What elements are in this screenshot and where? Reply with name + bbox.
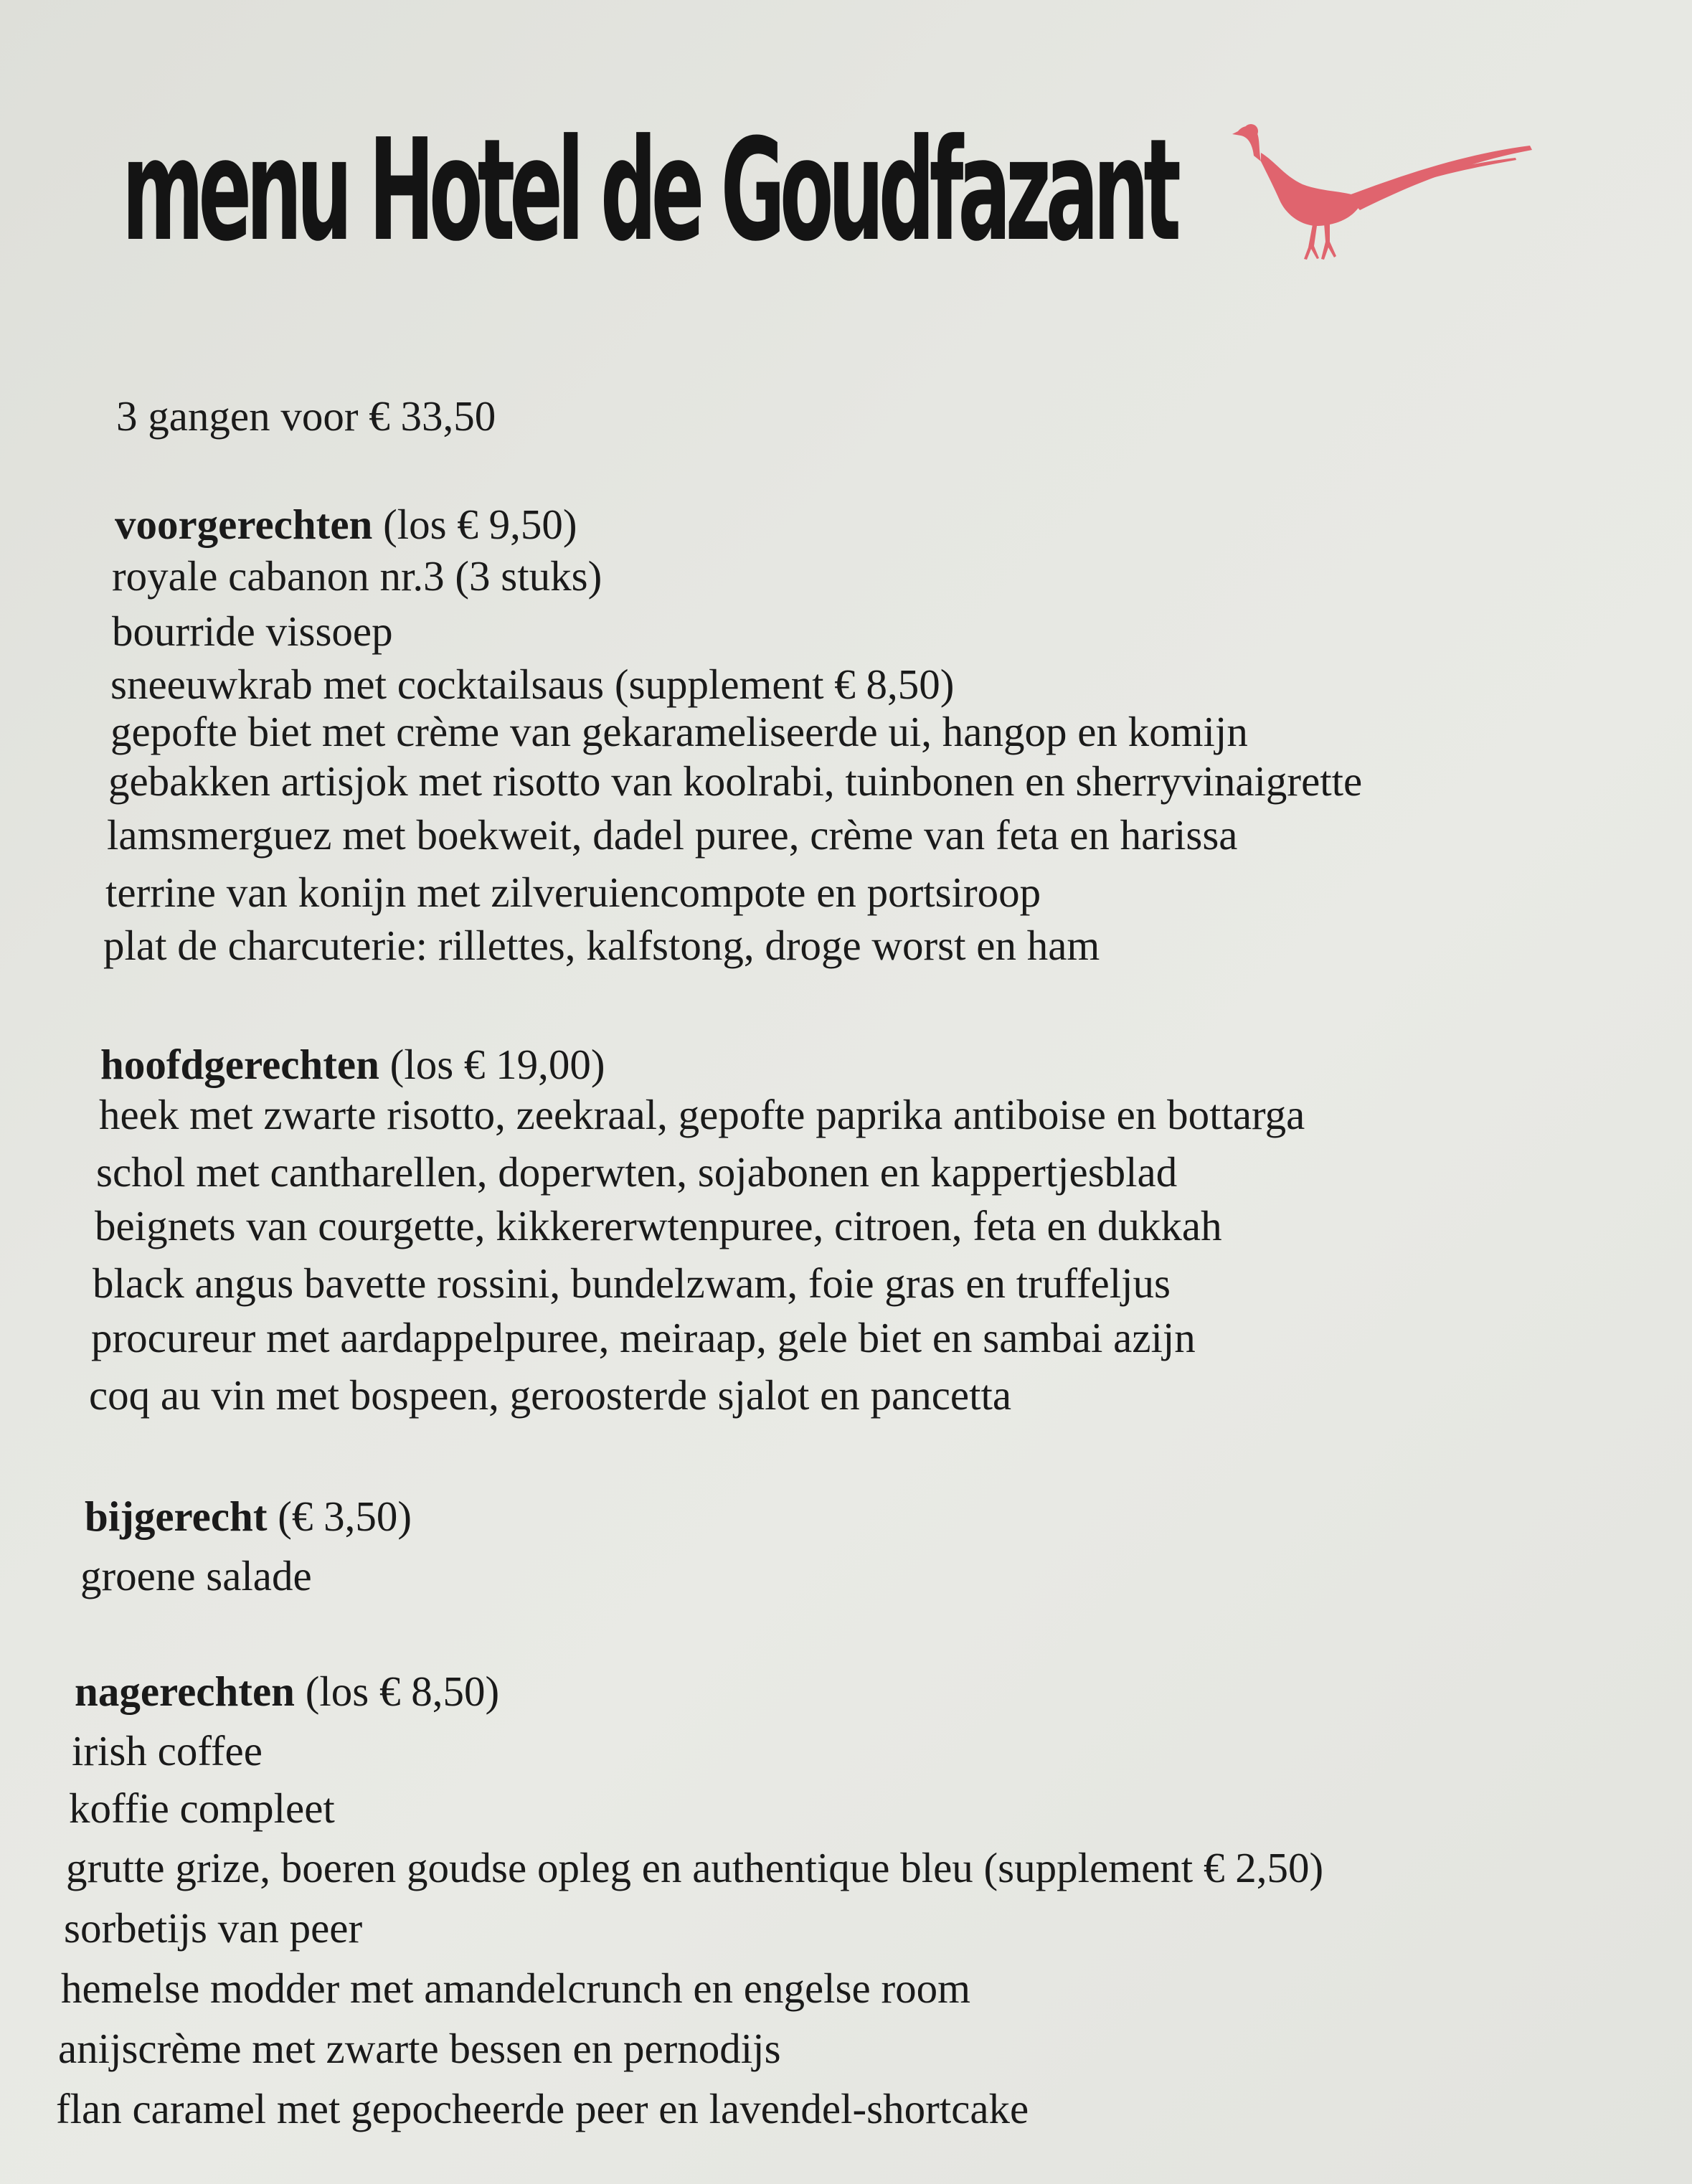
menu-item: sneeuwkrab met cocktailsaus (supplement € 8,50) [110, 661, 955, 708]
menu-item: koffie compleet [69, 1784, 335, 1832]
menu-item: sorbetijs van peer [64, 1904, 363, 1952]
menu-item: royale cabanon nr.3 (3 stuks) [112, 552, 602, 600]
menu-item: anijscrème met zwarte bessen en pernodijs [58, 2025, 781, 2072]
menu-intro: 3 gangen voor € 33,50 [116, 392, 496, 440]
menu-item: procureur met aardappelpuree, meiraap, gele biet en sambai azijn [91, 1314, 1196, 1361]
menu-item: black angus bavette rossini, bundelzwam, foie gras en truffeljus [93, 1259, 1171, 1307]
section-heading-voorgerechten [115, 501, 577, 548]
section-price: (los € 9,50) [383, 501, 577, 548]
section-heading-nagerechten [75, 1670, 499, 1713]
menu-item: groene salade [80, 1552, 312, 1599]
section-heading-label: bijgerecht [85, 1493, 268, 1540]
menu-item: bourride vissoep [112, 608, 393, 655]
menu-item: irish coffee [72, 1727, 263, 1774]
menu-item: heek met zwarte risotto, zeekraal, gepofte paprika antiboise en bottarga [99, 1091, 1305, 1138]
menu-title: menu Hotel de Goudfazant [122, 109, 1176, 273]
menu-item: beignets van courgette, kikkererwtenpuree, citroen, feta en dukkah [95, 1202, 1222, 1249]
menu-item: flan caramel met gepocheerde peer en lavendel-shortcake [56, 2085, 1029, 2132]
menu-item: coq au vin met bospeen, geroosterde sjalot en pancetta [89, 1371, 1012, 1419]
menu-item: terrine van konijn met zilveruiencompote en portsiroop [105, 869, 1041, 916]
menu-item: gebakken artisjok met risotto van koolrabi, tuinbonen en sherryvinaigrette [108, 757, 1363, 805]
menu-item: schol met cantharellen, doperwten, sojabonen en kappertjesblad [96, 1148, 1178, 1196]
section-heading-bijgerecht [85, 1495, 412, 1538]
section-heading-label: hoofdgerechten [100, 1041, 379, 1088]
section-price: (los € 19,00) [389, 1041, 605, 1088]
menu-item: hemelse modder met amandelcrunch en engelse room [61, 1965, 971, 2012]
section-heading-label: nagerechten [75, 1668, 295, 1715]
section-price: (€ 3,50) [278, 1493, 412, 1540]
menu-item: grutte grize, boeren goudse opleg en authentique bleu (supplement € 2,50) [66, 1844, 1324, 1891]
section-price: (los € 8,50) [305, 1668, 500, 1715]
menu-item: lamsmerguez met boekweit, dadel puree, crème van feta en harissa [107, 811, 1238, 859]
menu-item: plat de charcuterie: rillettes, kalfstong, droge worst en ham [103, 922, 1100, 969]
section-heading-hoofdgerechten [100, 1041, 605, 1088]
menu-item: gepofte biet met crème van gekarameliseerde ui, hangop en komijn [110, 708, 1248, 755]
section-heading-label: voorgerechten [115, 501, 373, 548]
